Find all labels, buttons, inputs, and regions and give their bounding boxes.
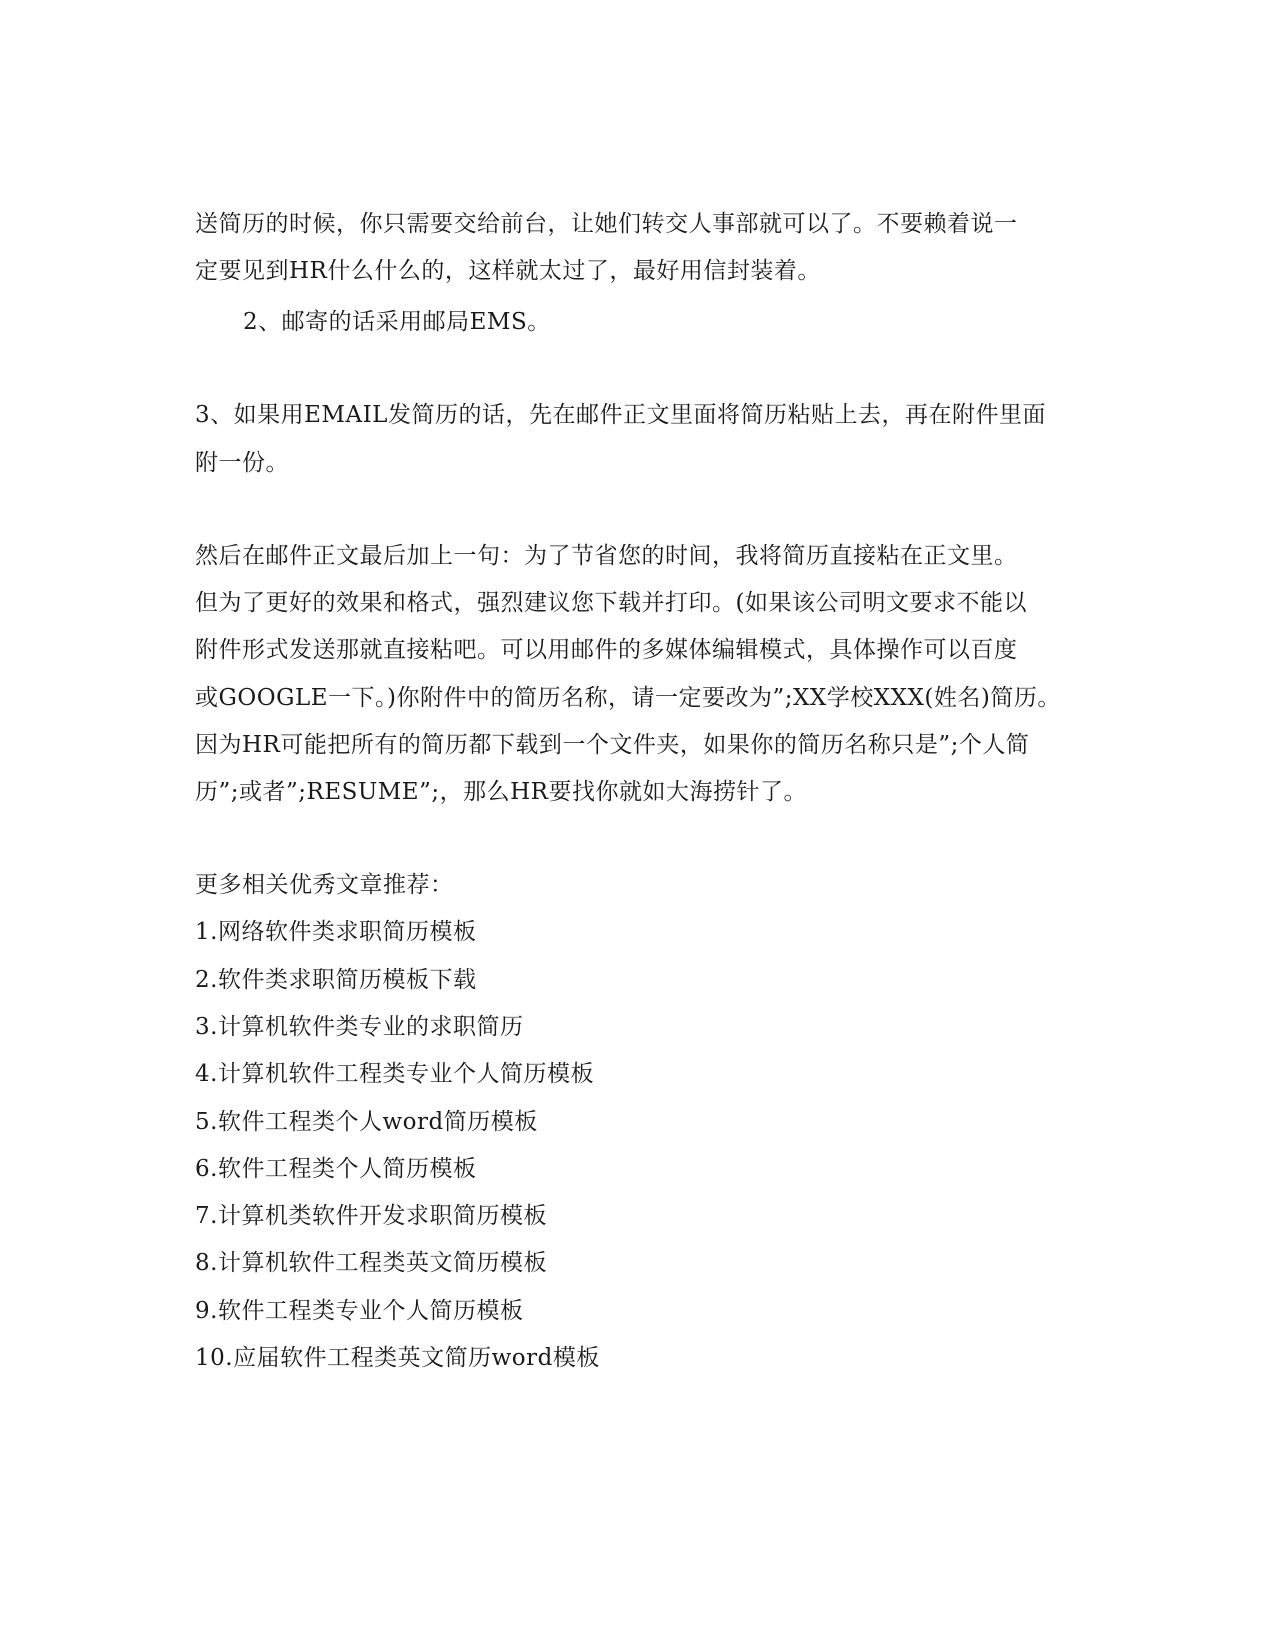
recommend-heading: 更多相关优秀文章推荐： [195,872,454,898]
recommend-link[interactable]: 4.计算机软件工程类专业个人简历模板 [195,1061,594,1087]
recommend-link[interactable]: 8.计算机软件工程类英文简历模板 [195,1250,547,1276]
paragraph-text: 3、如果用EMAIL发简历的话，先在邮件正文里面将简历粘贴上去，再在附件里面 [195,402,1046,428]
recommend-link[interactable]: 1.网络软件类求职简历模板 [195,919,477,945]
recommend-link[interactable]: 7.计算机类软件开发求职简历模板 [195,1203,547,1229]
recommend-link[interactable]: 2.软件类求职简历模板下载 [195,967,477,993]
paragraph-text: 因为HR可能把所有的简历都下载到一个文件夹，如果你的简历名称只是”;个人简 [195,732,1030,758]
recommend-link[interactable]: 6.软件工程类个人简历模板 [195,1156,477,1182]
paragraph-text: 送简历的时候，你只需要交给前台，让她们转交人事部就可以了。不要赖着说一 [195,211,1018,237]
recommend-link[interactable]: 9.软件工程类专业个人简历模板 [195,1298,524,1324]
paragraph-text: 定要见到HR什么什么的，这样就太过了，最好用信封装着。 [195,258,821,284]
paragraph-text: 或GOOGLE一下。)你附件中的简历名称，请一定要改为”;XX学校XXX(姓名)简历。 [195,685,1061,711]
recommend-link[interactable]: 3.计算机软件类专业的求职简历 [195,1014,524,1040]
paragraph-text: 然后在邮件正文最后加上一句：为了节省您的时间，我将简历直接粘在正文里。 [195,543,1018,569]
paragraph-text: 但为了更好的效果和格式，强烈建议您下载并打印。(如果该公司明文要求不能以 [195,590,1027,616]
paragraph-text: 附件形式发送那就直接粘吧。可以用邮件的多媒体编辑模式，具体操作可以百度 [195,637,1018,663]
paragraph-text: 历”;或者”;RESUME”;，那么HR要找你就如大海捞针了。 [195,779,807,805]
recommend-link[interactable]: 10.应届软件工程类英文简历word模板 [195,1345,600,1371]
paragraph-text: 2、邮寄的话采用邮局EMS。 [243,309,551,335]
paragraph-text: 附一份。 [195,450,289,476]
recommend-link[interactable]: 5.软件工程类个人word简历模板 [195,1109,538,1135]
